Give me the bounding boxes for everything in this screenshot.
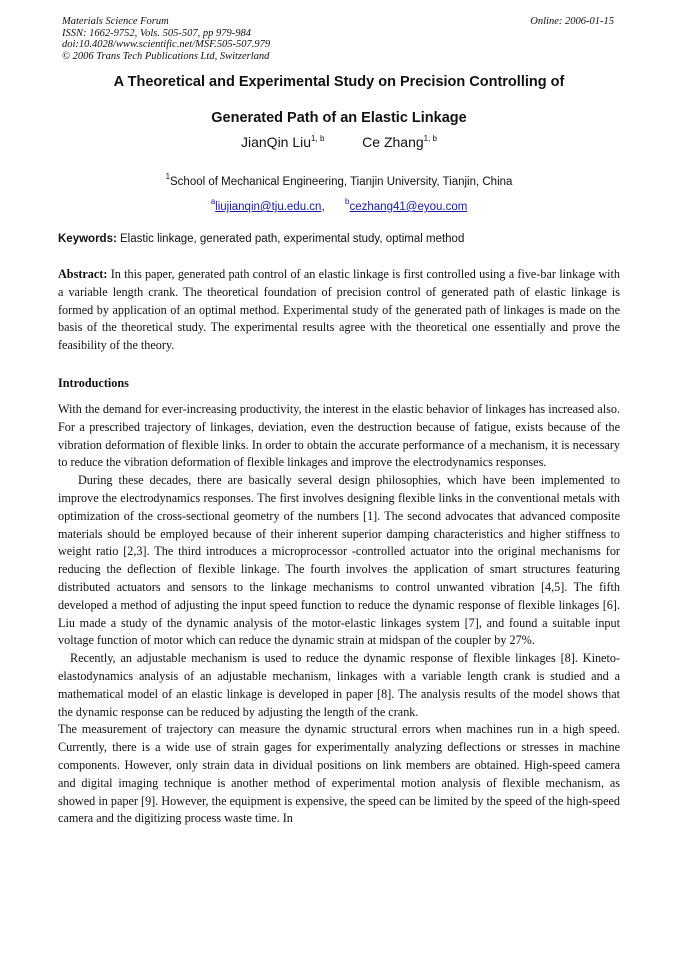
author-affiliation-mark: 1, b (311, 134, 325, 143)
online-date: Online: 2006-01-15 (530, 16, 614, 27)
author-list (0, 134, 678, 150)
author-emails (0, 197, 678, 213)
intro-paragraph: During these decades, there are basically several design philosophies, which have been implemented to improve the electrodynamics responses. The first involves designing flexible links in the conventional metals with optimization of the cross-sectional geometry of the numbers [1]. The second advocates that advanced composite materials should be employed because of their inherent superior damping characteristics and higher stiffness to weight ratio [2,3]. The third introduces a microprocessor -controlled actuator into the original mechanisms for reducing the deflection of flexible linkage. The fourth involves the application of smart structures featuring distributed actuators and sensors to the linkage mechanisms to control unwanted vibration [4,5]. The fifth developed a method of adjusting the input speed function to reduce the dynamic response of flexible linkages [6]. Liu made a study of the dynamic analysis of the motor-elastic linkages system [7], and found a suitable input voltage function of motor which can reduce the dynamic strain at midspan of the coupler by 27%. (58, 473, 620, 648)
affiliation (0, 172, 678, 188)
email-mark: a (210, 197, 216, 206)
intro-paragraph: The measurement of trajectory can measure the dynamic structural errors when machines run in a high speed. Currently, there is a wide use of strain gages for experimentally analyzing deflections or stresses in machine components. However, only strain data in dividual positions on link members are obtained. High-speed camera and digital imaging technique is another method of experimental motion analysis of flexible mechanism, as showed in paper [9]. However, the equipment is expensive, the speed can be limited by the speed of the high-speed camera and the digitizing process waste time. In (58, 722, 620, 826)
email-separator: , (321, 201, 325, 213)
email-link[interactable]: liujianqin@tju.edu.cn (215, 201, 322, 213)
email-mark: b (345, 197, 350, 206)
intro-paragraph: Recently, an adjustable mechanism is used to reduce the dynamic response of flexible linkages [8]. Kineto-elastodynamics analysis of an adjustable mechanism, linkages with a variable length crank is studied and a mathematical model of an elastic linkage is developed in paper [8]. The analysis results of the model shows that the dynamic response can be reduced by adjusting the length of the crank. (58, 651, 620, 719)
email-link[interactable]: cezhang41@eyou.com (349, 201, 468, 213)
keywords-label: Keywords: (58, 233, 117, 245)
doi-line: doi:10.4028/www.scientific.net/MSF.505-507.979 (62, 39, 271, 51)
introduction-section (58, 401, 620, 828)
section-heading: Introductions (58, 376, 129, 390)
intro-paragraph: With the demand for ever-increasing productivity, the interest in the elastic behavior of linkages has increased also. For a prescribed trajectory of linkages, deviation, even the destruction because of fatigue, exists because of the vibration deformation of flexible links. In order to obtain the accurate performance of a mechanism, it is necessary to reduce the vibration deformation of flexible linkages and improve the electrodynamics responses. (58, 402, 620, 470)
issn-line: ISSN: 1662-9752, Vols. 505-507, pp 979-984 (62, 27, 251, 39)
copyright-line: © 2006 Trans Tech Publications Ltd, Switzerland (62, 50, 270, 62)
affiliation-text: School of Mechanical Engineering, Tianjin University, Tianjin, China (170, 176, 513, 188)
journal-name: Materials Science Forum (62, 16, 169, 27)
paper-title-line-1: A Theoretical and Experimental Study on Precision Controlling of (113, 74, 565, 90)
keywords (58, 233, 464, 245)
author-name: Ce Zhang (362, 134, 424, 150)
author-name: JianQin Liu (241, 134, 312, 150)
paper-title-line-2: Generated Path of an Elastic Linkage (211, 110, 467, 126)
journal-header (62, 16, 270, 62)
abstract-text: In this paper, generated path control of an elastic linkage is first controlled using a five-bar linkage with a variable length crank. The theoretical foundation of precision control of generated path of elastic linkage is formed by application of an optimal method. Experimental study of the generated path of linkages is made on the basis of the theoretical study. The experimental results agree with the theoretical one essentially and prove the feasibility of the theory. (58, 267, 621, 353)
author-affiliation-mark: 1, b (423, 134, 437, 143)
keywords-text: Elastic linkage, generated path, experimental study, optimal method (120, 233, 465, 245)
affiliation-mark: 1 (165, 172, 171, 181)
abstract (58, 266, 620, 355)
abstract-label: Abstract: (58, 267, 108, 281)
